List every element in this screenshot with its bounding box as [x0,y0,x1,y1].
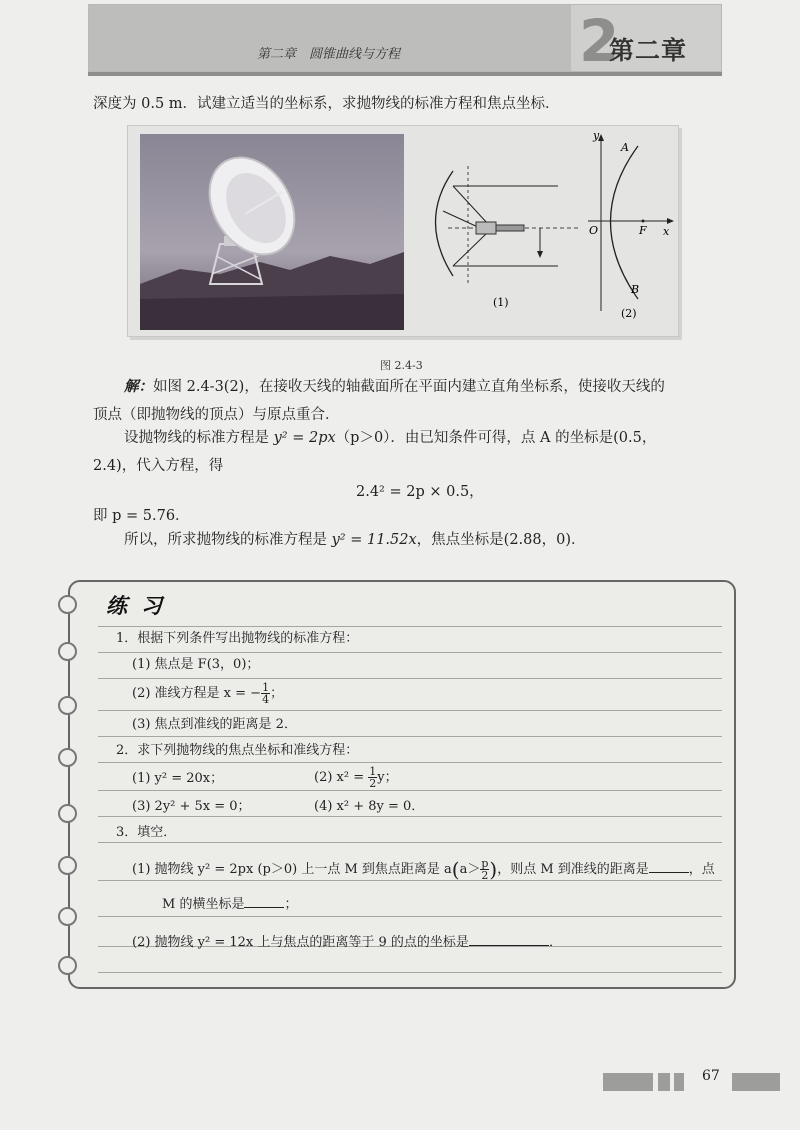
fraction-denominator: 4 [262,693,270,706]
ruled-line [98,652,722,653]
binder-hole [58,748,77,767]
binder-hole [58,907,77,926]
parabola-diagram [583,131,678,326]
question-3-2 [132,934,562,952]
chapter-header [88,4,722,75]
solution-text-6a: 所以，所求抛物线的标准方程是 [124,532,332,548]
ruled-line [98,916,722,917]
answer-blank[interactable] [649,872,689,873]
figure-panel [127,125,679,337]
fraction [368,766,377,789]
radio-telescope-photo [140,134,404,330]
fraction-numerator: p [481,857,489,870]
fraction-numerator: 1 [369,765,377,778]
question-1-3: (3) 焦点到准线的距离是 2． [132,717,297,732]
origin-label: O [589,224,599,237]
solution-line-5: 即 p = 5.76． [93,508,190,524]
q2-2-end: y； [377,770,398,785]
result-equation: y² = 11.52x [331,532,417,548]
question-1-1: (1) 焦点是 F(3，0)； [132,657,260,672]
q3-2-end: ． [548,935,562,950]
solution-text-6b: ，焦点坐标是(2.88，0)． [416,532,586,548]
question-3-1: (1) 抛物线 y² = 2px (p＞0) 上一点 M 到焦点距离是 a(a＞ $\frac{p}{2}$ )，则点 M 到准线的距离是 ，点 [132,857,715,882]
solution-line-1 [124,377,665,397]
solution-line-4: 2.4)，代入方程，得 [93,458,224,474]
answer-blank[interactable] [244,907,284,908]
sub2-caption: (2) [621,307,637,320]
question-1: 1．根据下列条件写出抛物线的标准方程： [116,631,359,646]
question-2-4: (4) x² + 8y = 0． [314,799,425,814]
figure-caption: 图 2.4-3 [380,359,423,372]
fraction-denominator: 2 [481,869,489,882]
binder-hole [58,956,77,975]
footer-bar [674,1073,684,1091]
solution-line-2: 顶点（即抛物线的顶点）与原点重合． [93,407,340,423]
exercise-title: 练习 [106,593,176,618]
axis-x-label: x [663,225,670,238]
ruled-line [98,762,722,763]
solution-text-3b: （p＞0）．由已知条件可得，点 A 的坐标是(0.5， [335,430,657,446]
solution-line-3 [124,428,656,448]
ruled-line [98,842,722,843]
point-a-label: A [621,141,629,154]
standard-equation: y² = 2px [273,430,336,446]
solution-equation: 2.4² = 2p × 0.5， [356,484,484,500]
ruled-line [98,736,722,737]
q3-1-text: (1) 抛物线 y² = 2px (p＞0) 上一点 M 到焦点距离是 a [132,862,452,877]
fraction-denominator: 2 [369,777,377,790]
ruled-line [98,710,722,711]
antenna-diagram [408,136,578,311]
ruled-line [98,790,722,791]
binder-hole [58,696,77,715]
question-1-2 [132,682,283,705]
intro-text: 深度为 0.5 m．试建立适当的坐标系，求抛物线的标准方程和焦点坐标． [93,96,560,112]
chapter-title: 第二章 [609,36,688,65]
solution-text-1: 如图 2.4-3(2)，在接收天线的轴截面所在平面内建立直角坐标系，使接收天线的 [153,379,665,395]
sub1-caption: (1) [493,296,509,309]
q1-2-text: (2) 准线方程是 x = − [132,686,262,701]
solution-label: 解： [124,378,153,395]
q2-2-text: (2) x² = [314,770,369,785]
point-b-label: B [631,283,640,296]
chapter-digit: 2 [579,7,620,75]
solution-text-3a: 设抛物线的标准方程是 [124,430,274,446]
ruled-line [98,972,722,973]
exercise-box [68,580,736,989]
footer-bar [658,1073,670,1091]
binder-hole [58,642,77,661]
q3-1-text-e: ； [284,897,298,912]
q3-1-text-d: M 的横坐标是 [162,897,245,912]
chapter-label: 第二章 圆锥曲线与方程 [257,47,401,62]
q3-1-text-c: ，点 [688,862,715,877]
footer-bar [732,1073,780,1091]
ruled-line [98,678,722,679]
axis-y-label: y [593,131,600,142]
binder-hole [58,804,77,823]
page-number: 67 [702,1068,720,1084]
q3-1-text-b: ，则点 M 到准线的距离是 [497,862,649,877]
footer-bar [603,1073,653,1091]
ruled-line [98,816,722,817]
question-2: 2．求下列抛物线的焦点坐标和准线方程： [116,743,359,758]
fraction [261,682,270,705]
question-2-1: (1) y² = 20x； [132,771,224,786]
question-2-2 [314,766,398,789]
ruled-line [98,626,722,627]
q1-2-end: ； [270,686,284,701]
question-3: 3．填空． [116,825,177,840]
question-2-3: (3) 2y² + 5x = 0； [132,799,251,814]
fraction-numerator: 1 [262,681,270,694]
q3-2-text: (2) 抛物线 y² = 12x 上与焦点的距离等于 9 的点的坐标是 [132,935,469,950]
question-3-1-cont [162,896,297,914]
solution-line-6 [124,530,586,550]
binder-hole [58,856,77,875]
focus-label: F [639,224,647,237]
q3-1-condition: a＞ [459,862,481,877]
answer-blank[interactable] [469,945,549,946]
binder-hole [58,595,77,614]
